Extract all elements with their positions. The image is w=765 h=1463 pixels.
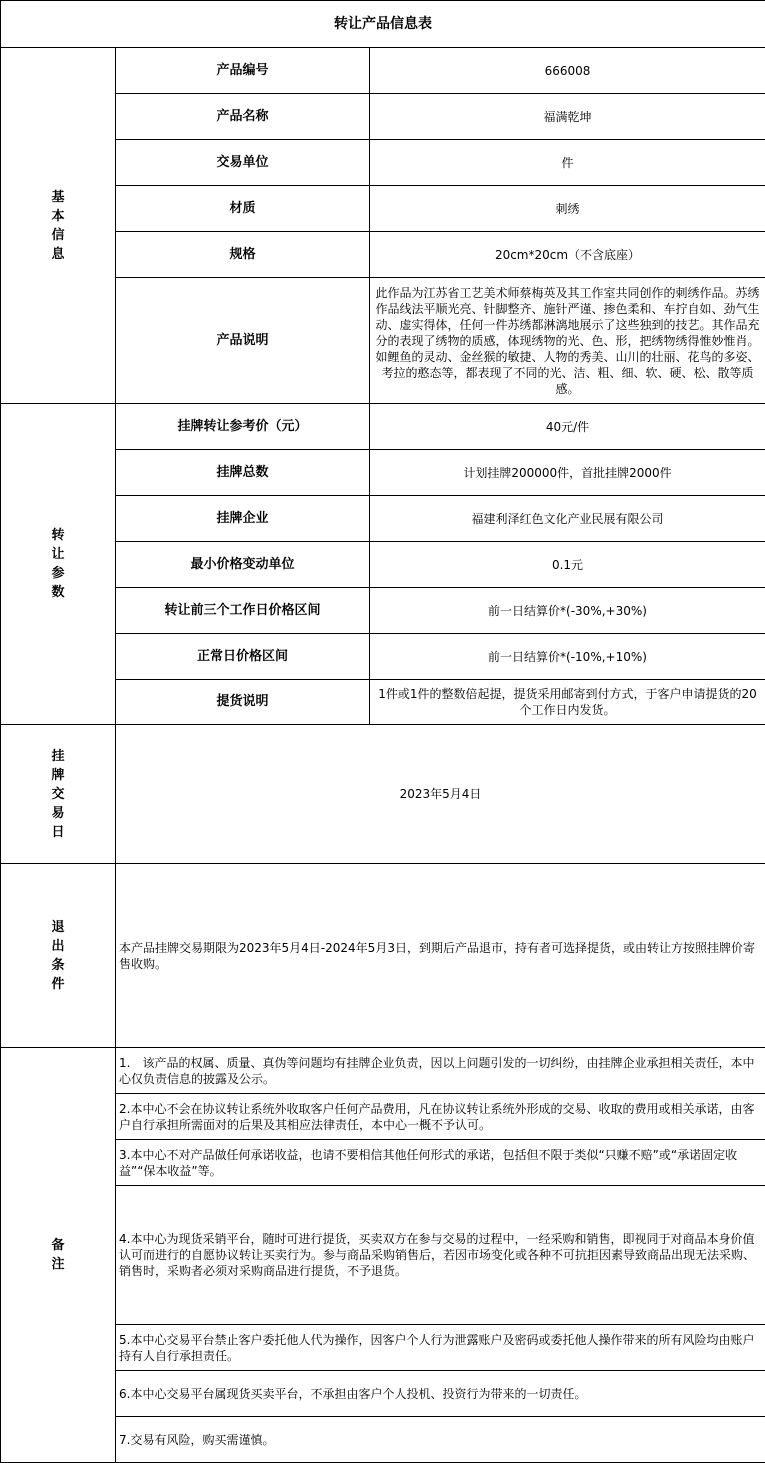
section-notes-char-1: 备	[1, 1236, 115, 1255]
label-normal-day-range: 正常日价格区间	[116, 634, 370, 680]
section-trade-day-char-2: 牌	[1, 766, 115, 785]
label-min-price-tick: 最小价格变动单位	[116, 542, 370, 588]
value-spec: 20cm*20cm（不含底座）	[370, 232, 765, 278]
note-item-3: 3.本中心不对产品做任何承诺收益，也请不要相信其他任何形式的承诺，包括但不限于类似“只赚不赔”或“承诺固定收益”“保本收益”等。	[116, 1140, 765, 1186]
note-item-5: 5.本中心交易平台禁止客户委托他人代为操作，因客户个人行为泄露账户及密码或委托他人操作带来的所有风险均由账户持有人自行承担责任。	[116, 1325, 765, 1371]
section-exit-conditions-char-3: 条	[1, 956, 115, 975]
value-normal-day-range: 前一日结算价*(-10%,+10%)	[370, 634, 765, 680]
label-first-days-range: 转让前三个工作日价格区间	[116, 588, 370, 634]
value-product-name: 福满乾坤	[370, 94, 765, 140]
section-trade-day-char-5: 日	[1, 823, 115, 842]
section-exit-conditions	[1, 864, 116, 1048]
section-exit-conditions-char-2: 出	[1, 937, 115, 956]
section-notes	[1, 1048, 116, 1463]
value-material: 刺绣	[370, 186, 765, 232]
section-transfer-params-char-1: 转	[1, 526, 115, 545]
section-exit-conditions-char-1: 退	[1, 918, 115, 937]
note-item-7: 7.交易有风险，购买需谨慎。	[116, 1417, 765, 1463]
section-notes-char-2: 注	[1, 1255, 115, 1274]
section-transfer-params-char-2: 让	[1, 545, 115, 564]
label-material: 材质	[116, 186, 370, 232]
section-trade-day-char-1: 挂	[1, 747, 115, 766]
value-delivery-note: 1件或1件的整数倍起提，提货采用邮寄到付方式，于客户申请提货的20个工作日内发货。	[370, 680, 765, 725]
value-description: 此作品为江苏省工艺美术师蔡梅英及其工作室共同创作的刺绣作品。苏绣作品线法平顺光亮、针脚整齐、施针严谨、掺色柔和、车拧自如、劲气生动、虚实得体，任何一件苏绣都淋漓地展示了这些独到的技艺。其作品充分的表现了绣物的质感，体现绣物的光、色、形，把绣物绣得惟妙惟肖。如鲤鱼的灵动、金丝猴的敏捷、人物的秀美、山川的壮丽、花鸟的多姿、考拉的憨态等，都表现了不同的光、洁、粗、细、软、硬、松、散等质感。	[370, 278, 765, 404]
section-trade-day-char-4: 易	[1, 804, 115, 823]
section-basic-info-char-3: 信	[1, 226, 115, 245]
section-basic-info-char-2: 本	[1, 207, 115, 226]
section-basic-info-char-1: 基	[1, 188, 115, 207]
label-spec: 规格	[116, 232, 370, 278]
value-trade-unit: 件	[370, 140, 765, 186]
label-listing-total: 挂牌总数	[116, 450, 370, 496]
section-exit-conditions-char-4: 件	[1, 975, 115, 994]
note-item-6: 6.本中心交易平台属现货买卖平台，不承担由客户个人投机、投资行为带来的一切责任。	[116, 1371, 765, 1417]
label-trade-unit: 交易单位	[116, 140, 370, 186]
section-trade-day-char-3: 交	[1, 785, 115, 804]
label-description: 产品说明	[116, 278, 370, 404]
value-reference-price: 40元/件	[370, 404, 765, 450]
label-product-code: 产品编号	[116, 48, 370, 94]
section-transfer-params-char-3: 参	[1, 564, 115, 583]
value-product-code: 666008	[370, 48, 765, 94]
label-listing-company: 挂牌企业	[116, 496, 370, 542]
value-listing-total: 计划挂牌200000件，首批挂牌2000件	[370, 450, 765, 496]
note-item-1: 1. 该产品的权属、质量、真伪等问题均有挂牌企业负责，因以上问题引发的一切纠纷，由挂牌企业承担相关责任，本中心仅负责信息的披露及公示。	[116, 1048, 765, 1094]
note-item-4: 4.本中心为现货采销平台，随时可进行提货，买卖双方在参与交易的过程中，一经采购和销售，即视同于对商品本身价值认可而进行的自愿协议转让买卖行为。参与商品采购销售后，若因市场变化或各种不可抗拒因素导致商品出现无法采购、销售时，采购者必须对采购商品进行提货，不予退货。	[116, 1186, 765, 1325]
section-trade-day	[1, 725, 116, 864]
value-min-price-tick: 0.1元	[370, 542, 765, 588]
note-item-2: 2.本中心不会在协议转让系统外收取客户任何产品费用，凡在协议转让系统外形成的交易、收取的费用或相关承诺，由客户自行承担所需面对的后果及其相应法律责任，本中心一概不予认可。	[116, 1094, 765, 1140]
section-basic-info	[1, 48, 116, 404]
section-transfer-params	[1, 404, 116, 725]
table-title: 转让产品信息表	[1, 1, 765, 48]
value-trade-day: 2023年5月4日	[116, 725, 765, 864]
value-listing-company: 福建利泽红色文化产业民展有限公司	[370, 496, 765, 542]
value-exit-conditions: 本产品挂牌交易期限为2023年5月4日-2024年5月3日，到期后产品退市，持有者可选择提货，或由转让方按照挂牌价寄售收购。	[116, 864, 765, 1048]
value-first-days-range: 前一日结算价*(-30%,+30%)	[370, 588, 765, 634]
label-delivery-note: 提货说明	[116, 680, 370, 725]
section-basic-info-char-4: 息	[1, 245, 115, 264]
label-reference-price: 挂牌转让参考价（元）	[116, 404, 370, 450]
section-transfer-params-char-4: 数	[1, 583, 115, 602]
label-product-name: 产品名称	[116, 94, 370, 140]
